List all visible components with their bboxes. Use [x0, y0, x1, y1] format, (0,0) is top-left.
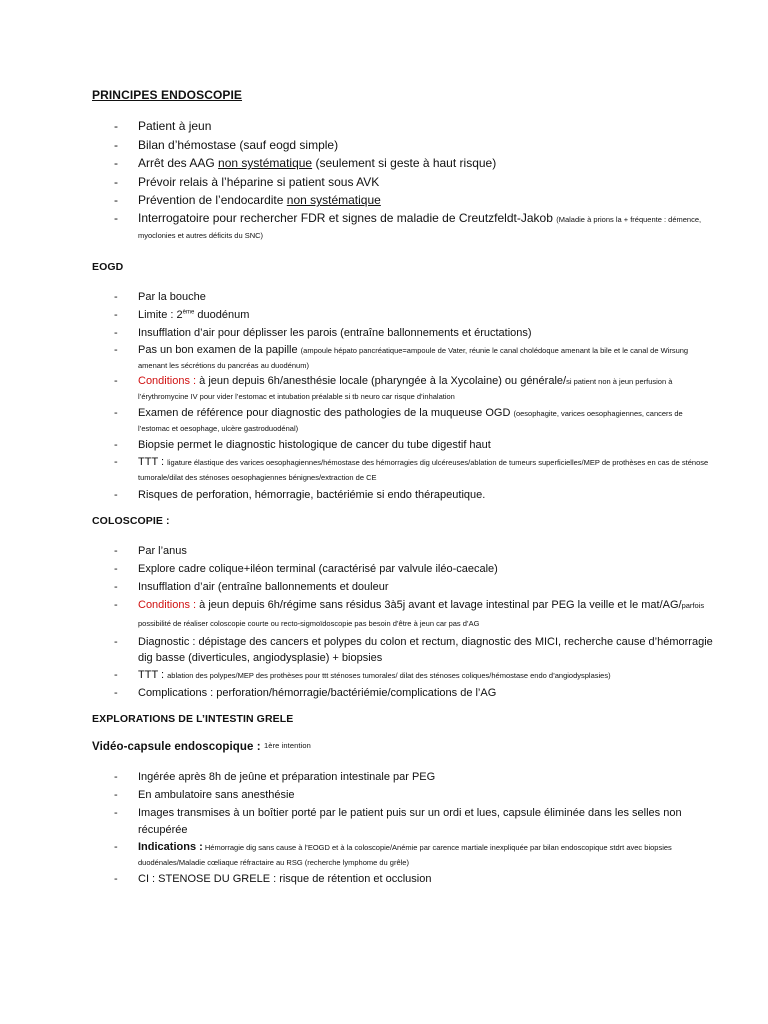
- coloscopie-list: [92, 543, 728, 701]
- list-item: - Conditions : à jeun depuis 6h/anesthésie locale (pharyngée à la Xycolaine) ou générale/si patient non à jeun perfusion à l’érythromycine IV pour vider l’estomac et intubation préalable si tb neuro car risque d’inhalation: [92, 374, 713, 404]
- list-item: - Risques de perforation, hémorragie, bactériémie si endo thérapeutique.: [92, 487, 713, 504]
- page-title: PRINCIPES ENDOSCOPIE: [92, 88, 243, 102]
- list-item: - Patient à jeun: [92, 118, 713, 136]
- list-item: - Ingérée après 8h de jeûne et préparation intestinale par PEG: [92, 769, 713, 786]
- list-item: - Insufflation d’air pour déplisser les parois (entraîne ballonnements et éructations): [92, 325, 713, 342]
- list-item: - Bilan d’hémostase (sauf eogd simple): [92, 137, 713, 155]
- grele-list: [92, 769, 728, 888]
- list-item: - Conditions : à jeun depuis 6h/régime sans résidus 3à5j avant et lavage intestinal par PEG la veille et le mat/AG/parfois possibilité de réaliser coloscopie courte ou recto-sigmoïdoscopie pas besoin d’être à jeun car pas d’AG: [92, 597, 713, 632]
- list-item: - Explore cadre colique+iléon terminal (caractérisé par valvule iléo-caecale): [92, 561, 713, 578]
- list-item: - Images transmises à un boîtier porté par le patient puis sur un ordi et lues, capsule éliminée dans les selles non récupérée: [92, 805, 713, 838]
- list-item: - Par la bouche: [92, 289, 713, 306]
- section-heading-coloscopie: COLOSCOPIE :: [92, 515, 170, 527]
- list-item: - Diagnostic : dépistage des cancers et polypes du colon et rectum, diagnostic des MICI, recherche cause d’hémorragie dig basse (diverticules, angiodysplasie) + biopsies: [92, 634, 713, 667]
- list-item: - Arrêt des AAG non systématique (seulement si geste à haut risque): [92, 155, 713, 173]
- list-item: - En ambulatoire sans anesthésie: [92, 787, 713, 804]
- section-heading-grele: EXPLORATIONS DE L’INTESTIN GRELE: [92, 713, 294, 725]
- list-item: - Pas un bon examen de la papille (ampoule hépato pancréatique=ampoule de Vater, réunie le canal cholédoque amenant la bile et le canal de Wirsung amenant les sécrétions du pancréas au duodénum): [92, 343, 713, 373]
- subsection-heading-capsule: Vidéo-capsule endoscopique : $^{1ère intention}$: [92, 741, 311, 753]
- list-item: - Prévoir relais à l’héparine si patient sous AVK: [92, 174, 713, 192]
- list-item: - TTT : ligature élastique des varices oesophagiennes/hémostase des hémorragies dig ulcéreuses/ablation de tumeurs superficielles/MEP de prothèses en cas de sténose tumorale/dilat des sténoses oesophagiennes bénignes/extraction de CE: [92, 455, 713, 485]
- section-heading-eogd: EOGD: [92, 260, 124, 273]
- list-item: - Examen de référence pour diagnostic des pathologies de la muqueuse OGD (oesophagite, varices oesophagiennes, cancers de l’estomac et oesophage, ulcère gastroduodénal): [92, 406, 713, 436]
- list-item: - Par l’anus: [92, 543, 713, 560]
- list-item: - Limite : 2ème duodénum: [92, 307, 713, 324]
- list-item: - Biopsie permet le diagnostic histologique de cancer du tube digestif haut: [92, 437, 713, 454]
- list-item: - TTT : ablation des polypes/MEP des prothèses pour ttt sténoses tumorales/ dilat des sténoses coliques/hémostase endo d’angiodysplasies): [92, 668, 713, 683]
- list-item: - Prévention de l’endocardite non systématique: [92, 192, 713, 210]
- eogd-list: [92, 289, 728, 504]
- principes-list: [92, 118, 728, 243]
- list-item: - Indications : Hémorragie dig sans cause à l’EOGD et à la coloscopie/Anémie par carence martiale inexpliquée par bilan endoscopique stdrt avec biopsies duodénales/Maladie cœliaque réfractaire au RSG (recherche lymphome du grêle): [92, 840, 713, 870]
- list-item: - Complications : perforation/hémorragie/bactériémie/complications de l’AG: [92, 685, 713, 702]
- list-item: - Interrogatoire pour rechercher FDR et signes de maladie de Creutzfeldt-Jakob (Maladie à prions la + fréquente : démence, myoclonies et autres déficits du SNC): [92, 211, 713, 243]
- list-item: - Insufflation d’air (entraîne ballonnements et douleur: [92, 579, 713, 596]
- list-item: - CI : STENOSE DU GRELE : risque de rétention et occlusion: [92, 871, 713, 888]
